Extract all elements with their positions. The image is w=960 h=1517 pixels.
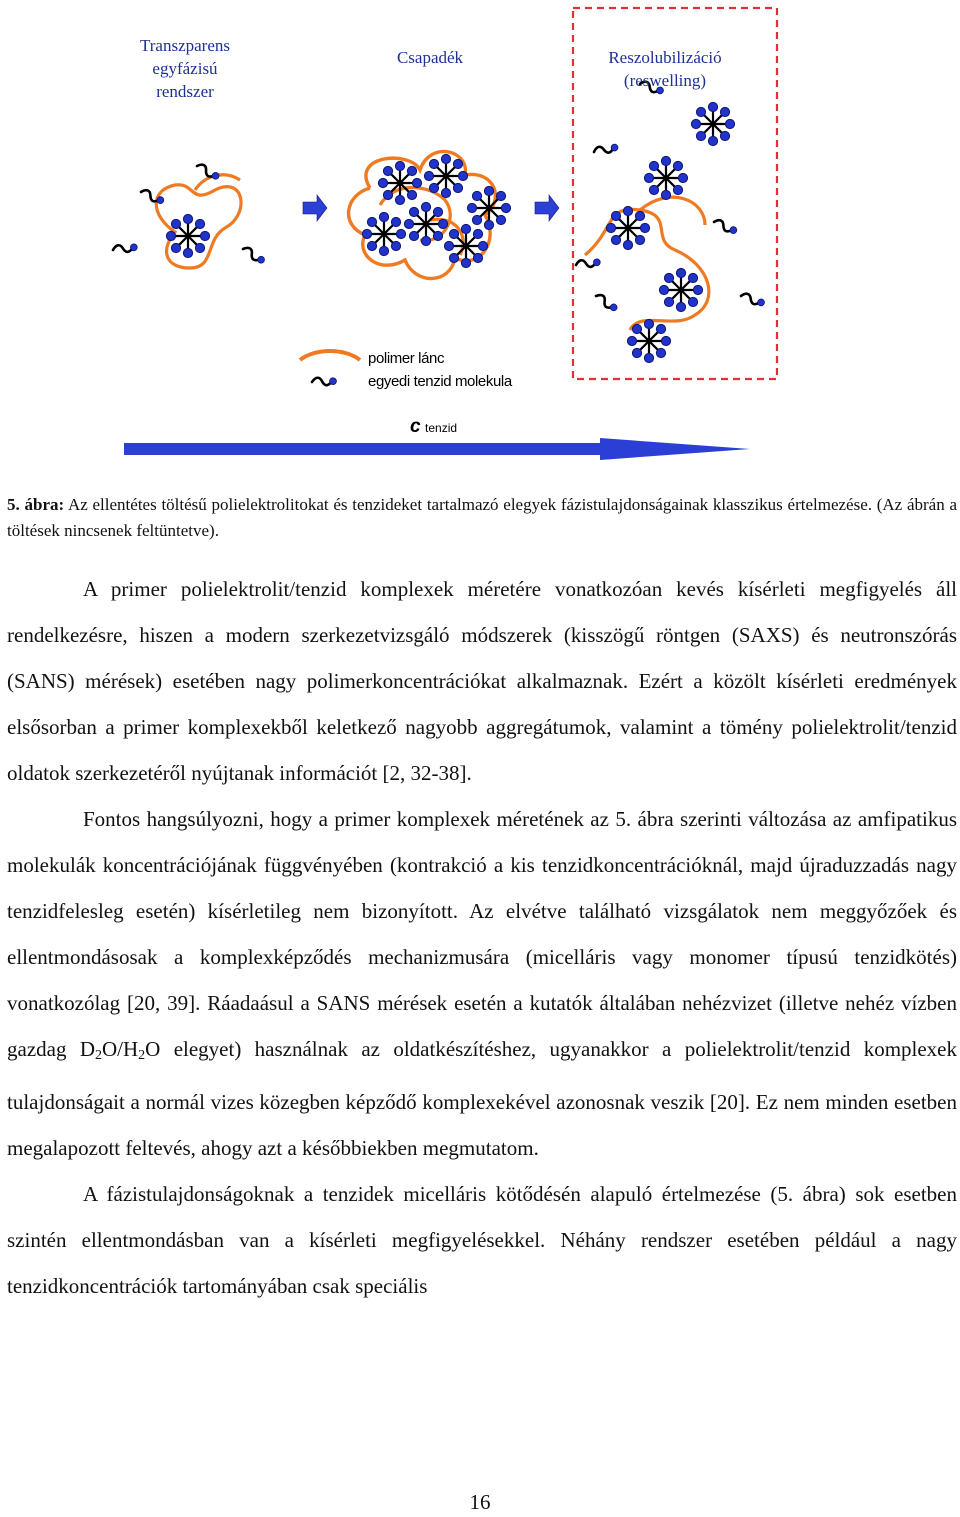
body-text bbox=[7, 566, 957, 1309]
arrow-2 bbox=[535, 195, 559, 221]
paragraph-2-text-b: O elegyet) használnak az oldatkészítéshez, ugyanakkor a polielektrolit/tenzid komplexek tulajdonságait a normál vizes közegben képződő komplexekével azonosnak veszik [20]. Ez nem minden esetben megalapozott feltevés, ahogy azt a későbbiekben megmutatom. bbox=[7, 1037, 957, 1160]
figure-caption bbox=[7, 492, 957, 544]
paragraph-2-text-mid: O/H bbox=[102, 1037, 139, 1061]
legend-surfactant-label: egyedi tenzid molekula bbox=[368, 373, 512, 390]
axis-subscript: tenzid bbox=[425, 421, 458, 435]
header-line: egyfázisú bbox=[152, 59, 218, 78]
axis-label bbox=[410, 416, 457, 438]
panel-3-reswelling bbox=[575, 80, 765, 362]
concentration-arrow bbox=[124, 438, 750, 460]
page-number: 16 bbox=[469, 1490, 491, 1514]
axis-symbol: c bbox=[410, 416, 421, 437]
paragraph-1 bbox=[7, 566, 957, 796]
header-line: Reszolubilizáció bbox=[608, 48, 722, 67]
legend-polymer-symbol bbox=[300, 351, 360, 360]
caption-text: Az ellentétes töltésű polielektrolitokat és tenzideket tartalmazó elegyek fázistulajdonságainak klasszikus értelmezése. (Az ábrán a töltések nincsenek feltüntetve). bbox=[7, 495, 957, 540]
paragraph-3-text: A fázistulajdonságoknak a tenzidek micelláris kötődésén alapuló értelmezése (5. ábra) sok esetben szintén ellentmondásban van a kísérleti megfigyelésekkel. Néhány rendszer esetében például a nagy tenzidkoncentrációk tartományában csak speciális bbox=[7, 1182, 957, 1298]
legend-surfactant-symbol bbox=[312, 376, 337, 386]
subscript: 2 bbox=[95, 1048, 102, 1063]
subscript: 2 bbox=[138, 1048, 146, 1063]
legend-polymer-label: polimer lánc bbox=[368, 350, 445, 367]
header-reswelling bbox=[570, 46, 760, 92]
header-transparent bbox=[100, 34, 270, 103]
header-line: (reswelling) bbox=[623, 71, 707, 90]
paragraph-2-text-a: Fontos hangsúlyozni, hogy a primer komplexek méretének az 5. ábra szerinti változása az amfipatikus molekulák koncentrációjának függvényében (kontrakció a kis tenzidkoncentrációknál, majd újraduzzadás nagy tenzidfelesleg esetén) kísérletileg nem bizonyított. Az elvétve található vizsgálatok nem meggyőzőek és ellentmondásosak a komplexképződés mechanizmusára (micelláris vagy monomer típusú tenzidkötés) vonatkozólag [20, 39]. Ráadaásul a SANS mérések esetén a kutatók általában nehézvizet (illetve nehéz vízben gazdag D bbox=[7, 807, 957, 1061]
panel-2-precipitate bbox=[349, 151, 511, 278]
paragraph-2 bbox=[7, 796, 957, 1171]
arrow-1 bbox=[303, 195, 327, 221]
paragraph-1-text: A primer polielektrolit/tenzid komplexek méretére vonatkozóan kevés kísérleti megfigyelés áll rendelkezésre, hiszen a modern szerkezetvizsgáló módszerek (kisszögű röntgen (SAXS) és neutronszórás (SANS) mérések) esetében nagy polimerkoncentrációkat alkalmaznak. Ezért a közölt kísérleti eredmények elsősorban a primer komplexekből keletkező nagyobb aggregátumok, valamint a tömény polielektrolit/tenzid oldatok szerkezetéről nyújtanak információt [2, 32-38]. bbox=[7, 577, 957, 785]
panel-1-complex bbox=[112, 163, 266, 268]
caption-label: 5. ábra: bbox=[7, 495, 65, 514]
header-line: rendszer bbox=[156, 82, 214, 101]
figure-5 bbox=[0, 0, 960, 470]
header-precipitate: Csapadék bbox=[396, 48, 464, 67]
header-line: Transzparens bbox=[139, 36, 231, 55]
paragraph-3 bbox=[7, 1171, 957, 1309]
